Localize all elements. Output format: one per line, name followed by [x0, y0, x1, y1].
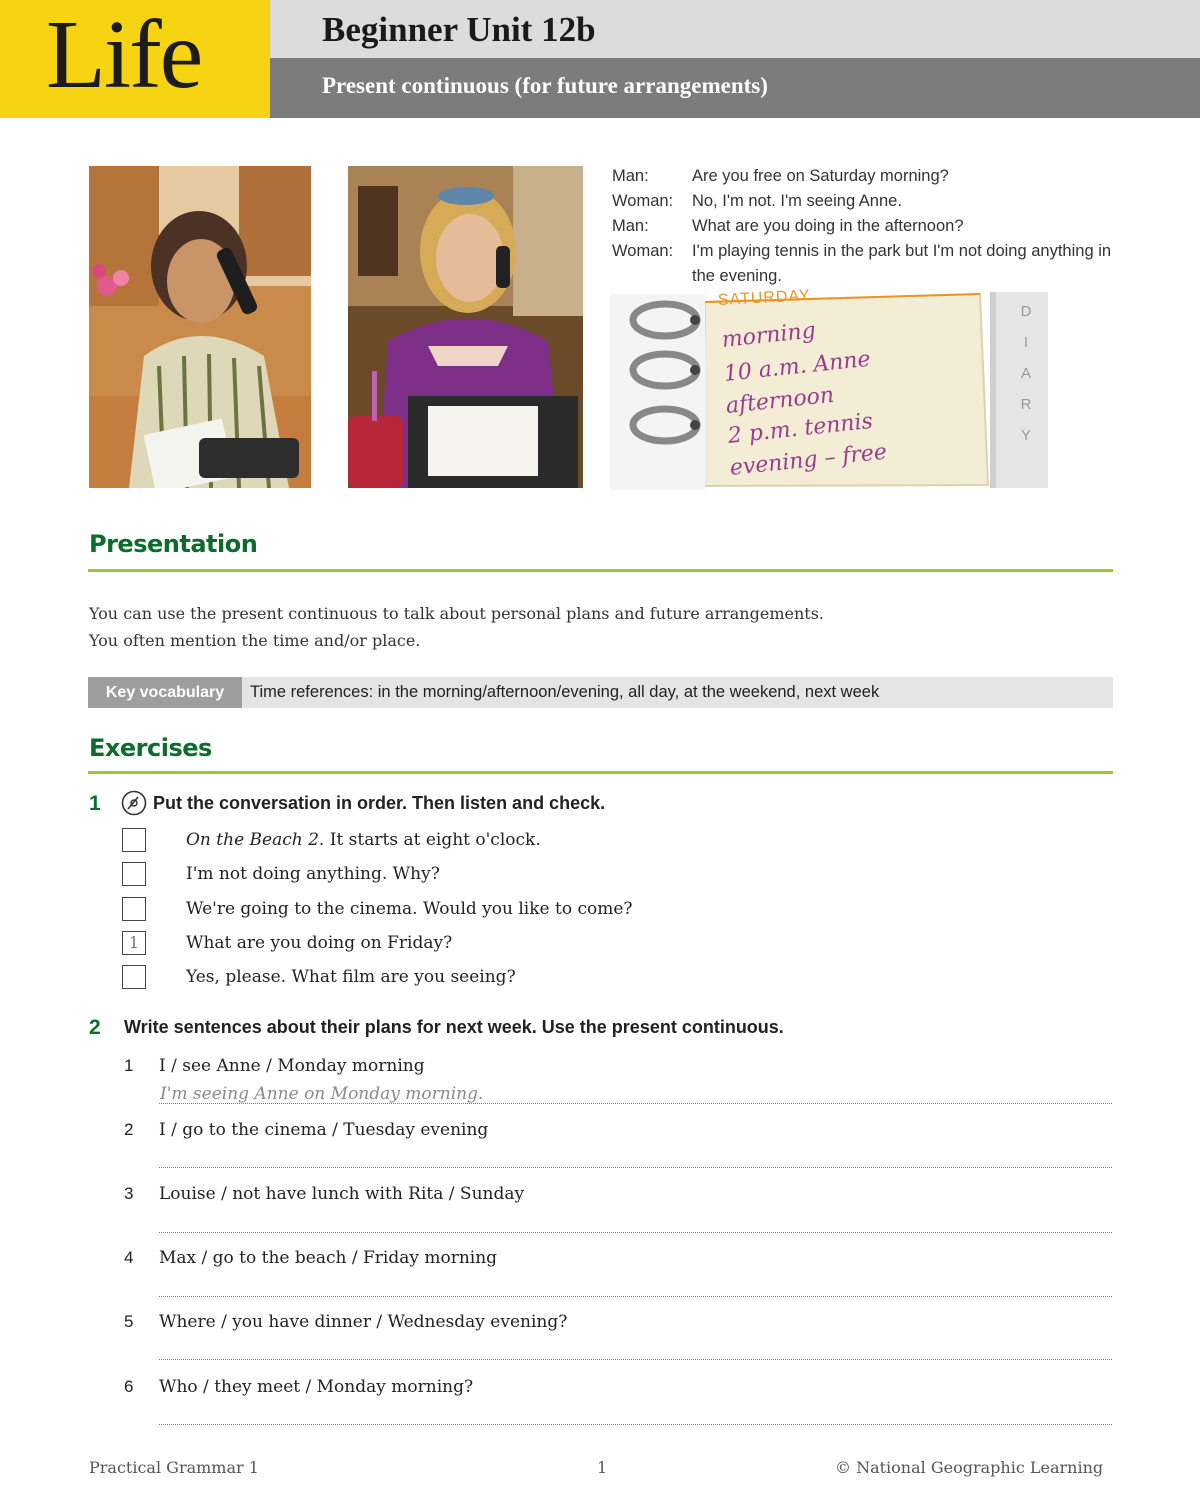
page-subtitle: Present continuous (for future arrangements)	[322, 73, 768, 98]
answer-line[interactable]	[159, 1232, 1112, 1233]
diary-tab	[1012, 296, 1040, 451]
answer-line[interactable]	[159, 1167, 1112, 1168]
item-number: 6	[124, 1377, 134, 1396]
item-prompt: Who / they meet / Monday morning?	[159, 1377, 474, 1397]
footer-left: Practical Grammar 1	[89, 1458, 259, 1477]
presentation-line: You can use the present continuous to talk about personal plans and future arrangements.	[89, 604, 824, 623]
item-number: 1	[124, 1056, 134, 1075]
presentation-heading: Presentation	[89, 530, 258, 558]
key-vocabulary-text: Time references: in the morning/afternoon/evening, all day, at the weekend, next week	[250, 683, 880, 701]
life-logo	[0, 0, 270, 118]
section-divider	[88, 771, 1113, 774]
section-divider	[88, 569, 1113, 572]
item-prompt: I / go to the cinema / Tuesday evening	[159, 1120, 489, 1140]
diary-entry: 2 p.m. tennis	[726, 408, 874, 449]
diary-entry: 10 a.m. Anne	[722, 346, 872, 387]
exercise-2-instruction: Write sentences about their plans for next week. Use the present continuous.	[124, 1017, 784, 1037]
diary-tab-letter: Y	[1020, 427, 1031, 444]
film-title: On the Beach 2	[186, 830, 319, 850]
diary-tab-letter: A	[1020, 365, 1031, 382]
presentation-line: You often mention the time and/or place.	[89, 631, 421, 650]
photo-woman-on-phone	[348, 166, 583, 488]
order-box[interactable]: 1	[122, 931, 146, 955]
exercises-heading: Exercises	[89, 734, 212, 762]
diary-entry: evening – free	[728, 439, 889, 481]
line: What are you doing in the afternoon?	[692, 217, 964, 235]
order-item-text: I'm not doing anything. Why?	[186, 864, 440, 884]
answer-line[interactable]	[159, 1424, 1112, 1425]
key-vocabulary-label: Key vocabulary	[88, 677, 242, 708]
page-title: Beginner Unit 12b	[322, 10, 596, 49]
header-title-bar	[270, 0, 1200, 58]
diary-day: SATURDAY	[717, 287, 812, 309]
diary-entry: morning	[720, 318, 817, 353]
order-box[interactable]	[122, 897, 146, 921]
photo-man-on-phone	[89, 166, 311, 488]
exercise-1-number: 1	[89, 792, 101, 815]
key-vocabulary-bar	[88, 677, 1113, 708]
exercise-2-number: 2	[89, 1016, 101, 1039]
logo-text: Life	[46, 1, 202, 109]
dialogue-line	[612, 214, 1112, 239]
diary-tab-letter: I	[1023, 334, 1029, 351]
order-item	[122, 931, 822, 961]
item-number: 2	[124, 1120, 134, 1139]
dialogue-line	[612, 189, 1112, 214]
dialogue-line	[612, 239, 1112, 289]
line: I'm playing tennis in the park but I'm not doing anything in the evening.	[692, 242, 1112, 285]
dialogue-line	[612, 164, 1112, 189]
presentation-text	[89, 600, 824, 654]
page-number: 1	[597, 1458, 608, 1477]
order-box[interactable]	[122, 965, 146, 989]
item-prompt: Where / you have dinner / Wednesday evening?	[159, 1312, 568, 1332]
answer-line[interactable]	[159, 1296, 1112, 1297]
footer-right: © National Geographic Learning	[835, 1458, 1104, 1477]
order-item-rest: . It starts at eight o'clock.	[318, 830, 541, 850]
diary-tab-letter: R	[1020, 396, 1032, 413]
order-item-text: Yes, please. What film are you seeing?	[186, 967, 516, 987]
order-item-text	[186, 830, 541, 850]
header-subtitle-bar	[270, 58, 1200, 118]
speaker: Woman:	[612, 192, 674, 210]
answer-line[interactable]	[159, 1359, 1112, 1360]
order-item	[122, 965, 822, 995]
speaker: Man:	[612, 217, 649, 235]
speaker: Woman:	[612, 242, 674, 260]
line: Are you free on Saturday morning?	[692, 167, 949, 185]
item-number: 4	[124, 1248, 134, 1267]
order-item	[122, 862, 822, 892]
speaker: Man:	[612, 167, 649, 185]
exercise-1-instruction: Put the conversation in order. Then listen and check.	[153, 793, 606, 813]
order-item	[122, 828, 822, 858]
diary-tab-letter: D	[1020, 303, 1032, 320]
order-item-text: We're going to the cinema. Would you like to come?	[186, 899, 633, 919]
item-number: 5	[124, 1312, 134, 1331]
dialogue	[612, 164, 1112, 289]
order-box[interactable]	[122, 828, 146, 852]
order-item	[122, 897, 822, 927]
item-prompt: I / see Anne / Monday morning	[159, 1056, 425, 1076]
order-item-text: What are you doing on Friday?	[186, 933, 453, 953]
item-number: 3	[124, 1184, 134, 1203]
order-box[interactable]	[122, 862, 146, 886]
example-answer: I'm seeing Anne on Monday morning.	[160, 1084, 484, 1104]
item-prompt: Louise / not have lunch with Rita / Sunday	[159, 1184, 525, 1204]
line: No, I'm not. I'm seeing Anne.	[692, 192, 902, 210]
item-prompt: Max / go to the beach / Friday morning	[159, 1248, 498, 1268]
answer-line[interactable]	[159, 1103, 1112, 1104]
cd-icon[interactable]	[121, 790, 147, 816]
diary-entry: afternoon	[724, 382, 836, 419]
